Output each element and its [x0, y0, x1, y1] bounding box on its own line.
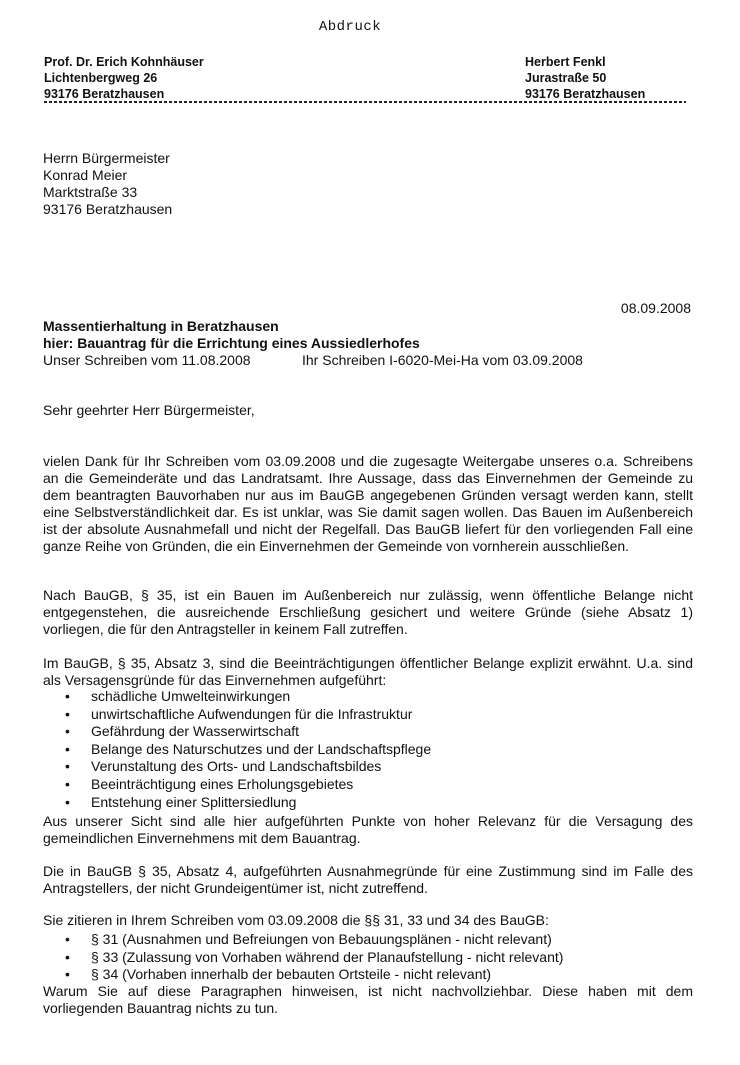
reference-line [43, 352, 583, 369]
paragraph-5: Die in BauGB § 35, Absatz 4, aufgeführten Ausnahmegründe für eine Zustimmung sind im Falle des Antragstellers, der nicht Grundeigentümer ist, nicht zutreffend. [43, 863, 693, 896]
paragraph-3: Im BauGB, § 35, Absatz 3, sind die Beeinträchtigungen öffentlicher Belange explizit erwähnt. U.a. sind als Versagensgründe für das Einvernehmen aufgeführt: [43, 655, 693, 688]
sender-right-block [525, 54, 645, 102]
sender-left-street: Lichtenbergweg 26 [44, 71, 158, 85]
paragraph-6: Sie zitieren in Ihrem Schreiben vom 03.09.2008 die §§ 31, 33 und 34 des BauGB: [43, 912, 549, 928]
reference-our-letter: Unser Schreiben vom 11.08.2008 [43, 352, 251, 368]
list-item: • § 33 (Zulassung von Vorhaben während der Planaufstellung - nicht relevant) [43, 949, 693, 967]
subject-line-2: hier: Bauantrag für die Errichtung eines Aussiedlerhofes [43, 335, 420, 351]
reference-your-letter: Ihr Schreiben I-6020-Mei-Ha vom 03.09.2008 [302, 352, 583, 368]
recipient-name: Konrad Meier [43, 167, 128, 183]
versagensgruende-list [43, 688, 693, 811]
recipient-title: Herrn Bürgermeister [43, 150, 170, 166]
list-item: • Beeinträchtigung eines Erholungsgebietes [43, 776, 693, 794]
paragraph-1: vielen Dank für Ihr Schreiben vom 03.09.2008 und die zugesagte Weitergabe unseres o.a. Schreibens an die Gemeinderäte und das Landratsamt. Ihre Aussage, dass das Einvernehmen der Gemeinde zu dem beantragten Bauvorhaben nur aus im BauGB angegebenen Gründen versagt werden kann, stellt eine Selbstverständlichkeit dar. Es ist unklar, was Sie damit sagen wollen. Das Bauen im Außenbereich ist der absolute Ausnahmefall und nicht der Regelfall. Das BauGB liefert für den vorliegenden Fall eine ganze Reihe von Gründen, die ein Einvernehmen der Gemeinde von vornherein ausschließen. [43, 453, 693, 554]
list-item: • Verunstaltung des Orts- und Landschaftsbildes [43, 758, 693, 776]
paragraph-7: Warum Sie auf diese Paragraphen hinweisen, ist nicht nachvollziehbar. Diese haben mit dem vorliegenden Bauantrag nichts zu tun. [43, 983, 693, 1016]
sender-left-city: 93176 Beratzhausen [44, 87, 165, 101]
sender-right-city: 93176 Beratzhausen [525, 87, 646, 101]
sender-right-street: Jurastraße 50 [525, 71, 607, 85]
list-item: • schädliche Umwelteinwirkungen [43, 688, 693, 706]
sender-right-name: Herbert Fenkl [525, 55, 606, 69]
dashed-separator [44, 101, 686, 103]
sender-left-name: Prof. Dr. Erich Kohnhäuser [44, 55, 204, 69]
abdruck-stamp: Abdruck [318, 19, 382, 35]
recipient-city: 93176 Beratzhausen [43, 201, 173, 217]
salutation: Sehr geehrter Herr Bürgermeister, [43, 402, 255, 418]
list-item: • Gefährdung der Wasserwirtschaft [43, 723, 693, 741]
letter-date: 08.09.2008 [620, 300, 691, 316]
paragraphs-list [43, 931, 693, 984]
list-item: • Belange des Naturschutzes und der Landschaftspflege [43, 741, 693, 759]
recipient-street: Marktstraße 33 [43, 184, 138, 200]
list-item: • § 34 (Vorhaben innerhalb der bebauten Ortsteile - nicht relevant) [43, 966, 693, 984]
list-item: • unwirtschaftliche Aufwendungen für die Infrastruktur [43, 706, 693, 724]
paragraph-2: Nach BauGB, § 35, ist ein Bauen im Außenbereich nur zulässig, wenn öffentliche Belange nicht entgegenstehen, die ausreichende Erschließung gesichert und weitere Gründe (siehe Absatz 1) vorliegen, die für den Antragsteller in keinem Fall zutreffen. [43, 587, 693, 637]
subject-line-1: Massentierhaltung in Beratzhausen [43, 318, 279, 334]
list-item: • § 31 (Ausnahmen und Befreiungen von Bebauungsplänen - nicht relevant) [43, 931, 693, 949]
list-item: • Entstehung einer Splittersiedlung [43, 794, 693, 812]
sender-left-block [44, 54, 204, 102]
paragraph-4: Aus unserer Sicht sind alle hier aufgeführten Punkte von hoher Relevanz für die Versagung des gemeindlichen Einvernehmens mit dem Bauantrag. [43, 813, 693, 846]
recipient-address [43, 150, 172, 218]
subject-block [43, 318, 583, 369]
